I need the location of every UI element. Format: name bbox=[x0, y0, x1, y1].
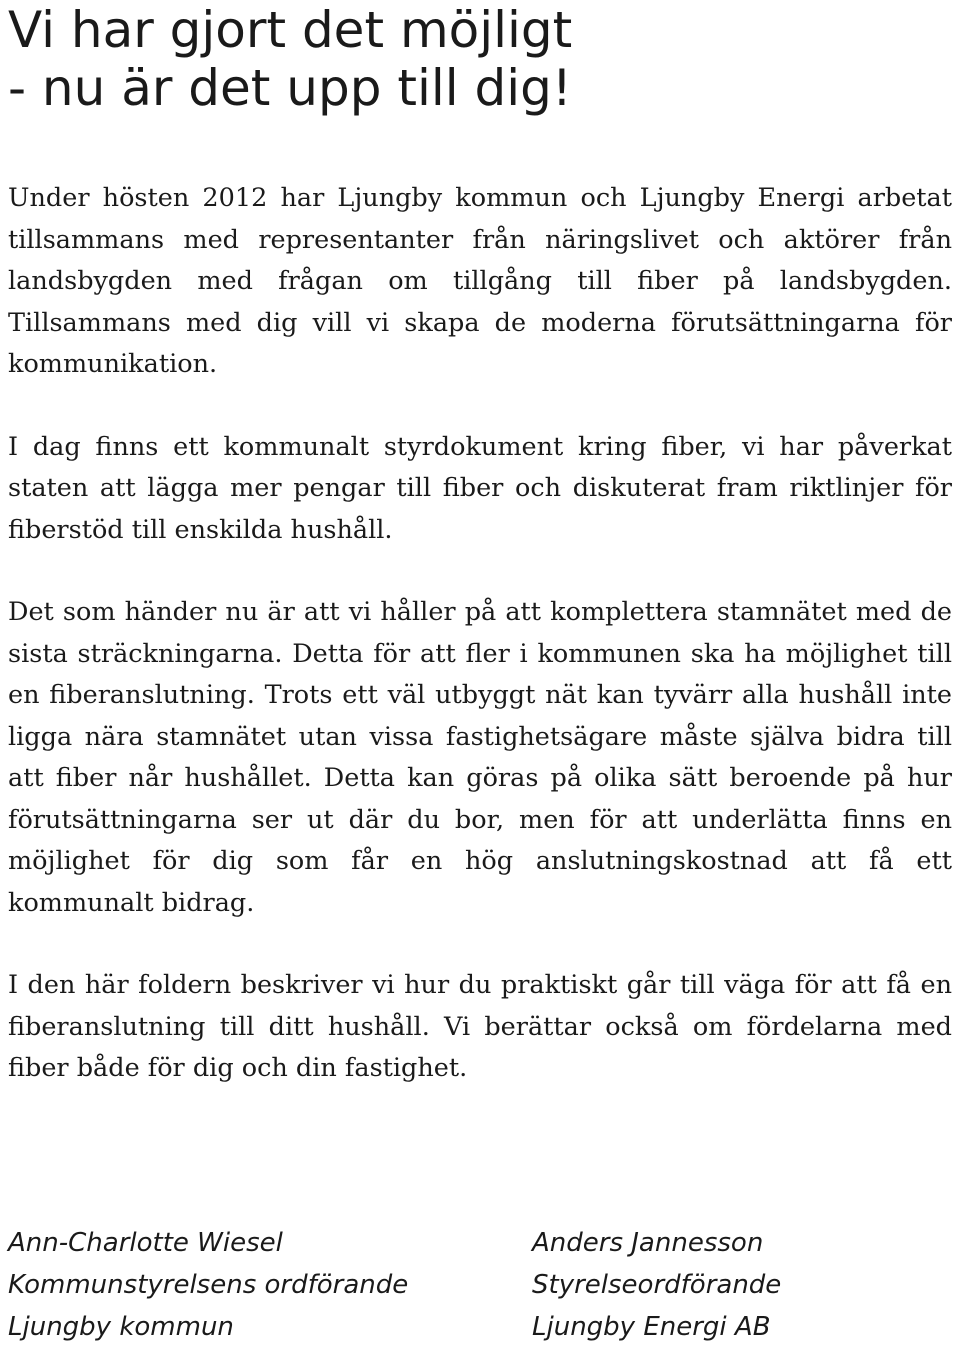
document-page bbox=[8, 0, 952, 1342]
signature-right-role: Styrelseordförande bbox=[532, 1270, 782, 1300]
signature-left bbox=[8, 1222, 408, 1348]
signature-right-name: Anders Jannesson bbox=[532, 1228, 764, 1258]
signature-right-org: Ljungby Energi AB bbox=[532, 1312, 771, 1342]
signature-left-role: Kommunstyrelsens ordförande bbox=[8, 1270, 409, 1300]
paragraph-steering-document: I dag finns ett kommunalt styrdokument kring fiber, vi har påverkat staten att lägga mer pengar till fiber och diskuterat fram riktlinjer för fiberstöd till enskilda hushåll. bbox=[8, 431, 952, 545]
title-line-1: Vi har gjort det möjligt bbox=[8, 1, 573, 59]
signature-left-org: Ljungby kommun bbox=[8, 1312, 234, 1342]
paragraph-intro: Under hösten 2012 har Ljungby kommun och Ljungby Energi arbetat tillsammans med representanter från näringslivet och aktörer från landsbygden med frågan om tillgång till fiber på landsbygden. Tillsammans med dig vill vi skapa de moderna förutsättningarna för kommunikation. bbox=[8, 183, 952, 379]
paragraph-backbone-network: Det som händer nu är att vi håller på att komplettera stamnätet med de sista sträckningarna. Detta för att fler i kommunen ska ha möjlighet till en fiberanslutning. Trots ett väl utbyggt nät kan tyvärr alla hushåll inte ligga nära stamnätet utan vissa fastighetsägare måste själva bidra till att fiber når hushållet. Detta kan göras på olika sätt beroende på hur förutsättningarna ser ut där du bor, men för att underlätta finns en möjlighet för dig som får en hög anslutningskostnad att få ett kommunalt bidrag. bbox=[8, 597, 952, 918]
signature-right bbox=[532, 1222, 781, 1348]
body-text bbox=[8, 178, 952, 1090]
paragraph-folder-description: I den här foldern beskriver vi hur du praktiskt går till väga för att få en fiberanslutning till ditt hushåll. Vi berättar också om fördelarna med fiber både för dig och din fastighet. bbox=[8, 970, 952, 1083]
title-line-2: - nu är det upp till dig! bbox=[8, 59, 572, 117]
page-title bbox=[8, 0, 952, 117]
signature-left-name: Ann-Charlotte Wiesel bbox=[8, 1228, 283, 1258]
